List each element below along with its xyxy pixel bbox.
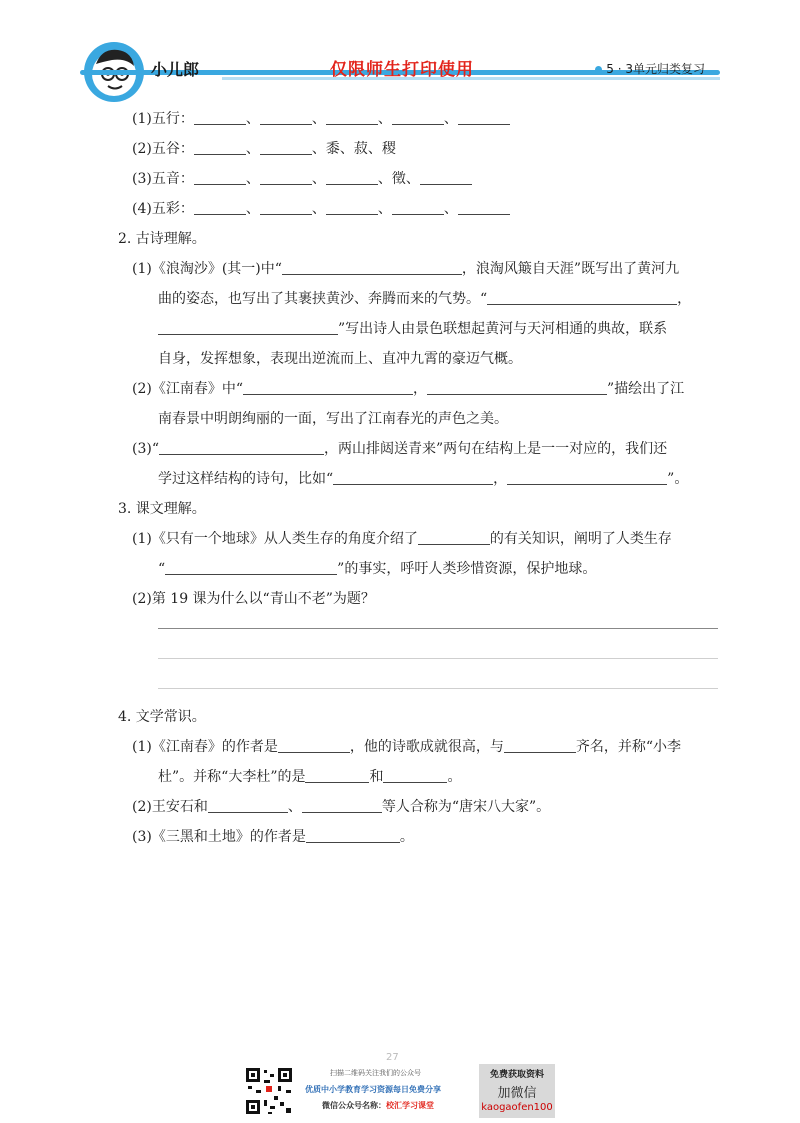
answer-blank[interactable]	[427, 376, 607, 395]
q2-sub1-line4: 自身，发挥想象，表现出逆流而上、直冲九霄的豪迈气概。	[158, 351, 522, 367]
answer-blank[interactable]	[326, 106, 378, 125]
q1-item-4: (4)五彩： 、 、 、 、	[118, 194, 718, 224]
answer-blank[interactable]	[194, 196, 246, 215]
q2-sub3-line1: (3)“ ，两山排闼送青来”两句在结构上是一一对应的，我们还	[118, 434, 718, 464]
q2-sub2-line1: (2)《江南春》中“ ， ”描绘出了江	[118, 374, 718, 404]
answer-blank[interactable]	[194, 106, 246, 125]
answer-blank[interactable]	[383, 764, 447, 783]
answer-blank[interactable]	[260, 136, 312, 155]
worksheet-content	[118, 104, 718, 852]
q4-sub1-line1: (1)《江南春》的作者是 ，他的诗歌成就很高，与 齐名，并称“小李	[118, 732, 718, 762]
q4-sub3: (3)《三黑和土地》的作者是 。	[118, 822, 718, 852]
answer-blank[interactable]	[420, 166, 472, 185]
q1-item-2: (2)五谷： 、 、黍、菽、稷	[118, 134, 718, 164]
answer-line[interactable]	[158, 658, 718, 659]
page-footer	[0, 1050, 800, 1120]
answer-blank[interactable]	[282, 256, 462, 275]
answer-blank[interactable]	[418, 526, 490, 545]
unit-label: 5 · 3单元归类复习	[595, 60, 705, 77]
q1-item-1: (1)五行： 、 、 、 、	[118, 104, 718, 134]
page-number: 27	[386, 1052, 399, 1063]
promo-line-1: 免费获取资料	[489, 1070, 544, 1080]
q1-item-3: (3)五音： 、 、 、徵、	[118, 164, 718, 194]
q4-sub1-line2: 杜”。并称“大李杜”的是 和 。	[118, 762, 718, 792]
answer-blank[interactable]	[165, 556, 337, 575]
answer-blank[interactable]	[260, 196, 312, 215]
q3-sub1-line1: (1)《只有一个地球》从人类生存的角度介绍了 的有关知识，阐明了人类生存	[118, 524, 718, 554]
answer-blank[interactable]	[194, 136, 246, 155]
answer-blank[interactable]	[302, 794, 382, 813]
answer-blank[interactable]	[243, 376, 413, 395]
answer-blank[interactable]	[392, 106, 444, 125]
promo-line-2: 加微信	[497, 1086, 537, 1101]
qr-code-icon[interactable]	[244, 1066, 294, 1116]
promo-line-3: kaogaofen100	[481, 1102, 553, 1113]
answer-blank[interactable]	[158, 316, 338, 335]
wechat-account: 微信公众号名称：校汇学习课堂	[322, 1101, 434, 1110]
footer-slogan: 优质中小学教育学习资源每日免费分享	[305, 1085, 441, 1094]
q2-sub1-line2: 曲的姿态，也写出了其裹挟黄沙、奔腾而来的气势。“ ，	[118, 284, 718, 314]
q2-title: 2. 古诗理解。	[118, 231, 206, 247]
print-banner: 仅限师生打印使用	[330, 60, 474, 80]
answer-blank[interactable]	[392, 196, 444, 215]
answer-blank[interactable]	[208, 794, 288, 813]
brand-name: 小儿郎	[151, 60, 200, 79]
answer-lines[interactable]	[118, 614, 718, 702]
answer-blank[interactable]	[306, 824, 400, 843]
answer-blank[interactable]	[260, 106, 312, 125]
answer-blank[interactable]	[487, 286, 677, 305]
answer-blank[interactable]	[194, 166, 246, 185]
q3-sub1-line2: “ ”的事实，呼吁人类珍惜资源，保护地球。	[118, 554, 718, 584]
answer-blank[interactable]	[326, 166, 378, 185]
answer-blank[interactable]	[260, 166, 312, 185]
answer-blank[interactable]	[305, 764, 369, 783]
answer-blank[interactable]	[333, 466, 493, 485]
q2-sub1-line1: (1)《浪淘沙》(其一)中“ ，浪淘风簸自天涯”既写出了黄河九	[118, 254, 718, 284]
answer-blank[interactable]	[458, 196, 510, 215]
page-header	[0, 0, 800, 110]
q4-title: 4. 文学常识。	[118, 709, 206, 725]
answer-blank[interactable]	[278, 734, 350, 753]
q2-sub3-line2: 学过这样结构的诗句，比如“ ， ”。	[118, 464, 718, 494]
q3-sub2: (2)第 19 课为什么以“青山不老”为题？	[132, 591, 375, 607]
q2-sub1-line3: ”写出诗人由景色联想起黄河与天河相通的典故，联系	[118, 314, 718, 344]
answer-line[interactable]	[158, 688, 718, 689]
answer-blank[interactable]	[326, 196, 378, 215]
promo-box	[479, 1064, 555, 1118]
q4-sub2: (2)王安石和 、 等人合称为“唐宋八大家”。	[118, 792, 718, 822]
bullet-dot-icon	[595, 66, 602, 73]
answer-blank[interactable]	[504, 734, 576, 753]
qr-caption: 扫描二维码关注我们的公众号	[330, 1069, 421, 1077]
q3-title: 3. 课文理解。	[118, 501, 206, 517]
answer-blank[interactable]	[507, 466, 667, 485]
answer-line[interactable]	[158, 628, 718, 629]
answer-blank[interactable]	[159, 436, 324, 455]
q2-sub2-line2: 南春景中明朗绚丽的一面，写出了江南春光的声色之美。	[158, 411, 508, 427]
answer-blank[interactable]	[458, 106, 510, 125]
